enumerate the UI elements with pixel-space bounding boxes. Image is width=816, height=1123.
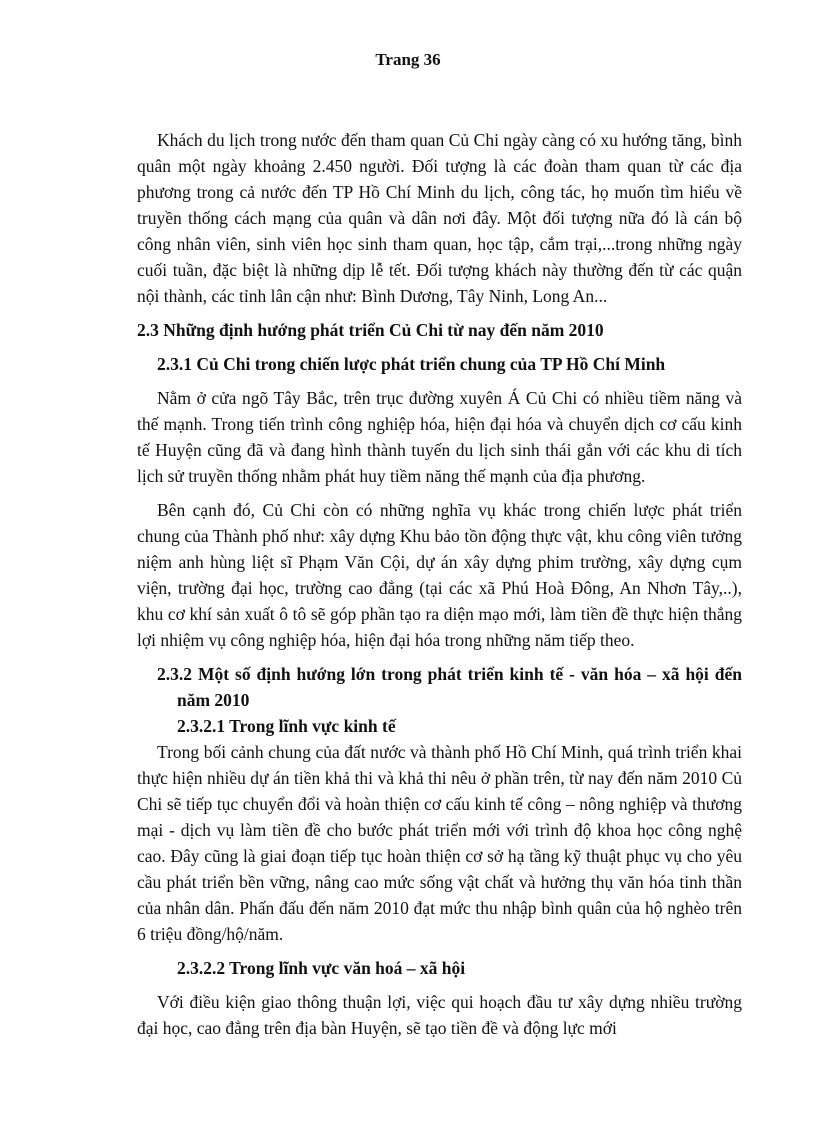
section-heading-2-3: 2.3 Những định hướng phát triển Củ Chi từ nay đến năm 2010: [137, 320, 604, 340]
paragraph-obligations: Bên cạnh đó, Củ Chi còn có những nghĩa vụ khác trong chiến lược phát triển chung của Thành phố như: xây dựng Khu bảo tồn động thực vật, khu công viên tưởng niệm anh hùng liệt sĩ Phạm Văn Cội, dự án xây dựng phim trường, xây dựng cụm viện, trường đại học, trường cao đẳng (tại các xã Phú Hoà Đông, An Nhơn Tây,..), khu cơ khí sản xuất ô tô sẽ góp phần tạo ra diện mạo mới, làm tiền đề thực hiện thắng lợi nhiệm vụ công nghiệp hóa, hiện đại hóa trong những năm tiếp theo.: [137, 500, 742, 650]
section-heading-2-3-2-1: 2.3.2.1 Trong lĩnh vực kinh tế: [177, 716, 396, 736]
section-heading-2-3-2-2: 2.3.2.2 Trong lĩnh vực văn hoá – xã hội: [177, 958, 466, 978]
paragraph-economy: Trong bối cảnh chung của đất nước và thành phố Hồ Chí Minh, quá trình triển khai thực hiện nhiều dự án tiền khả thi và khả thi nêu ở phần trên, từ nay đến năm 2010 Củ Chi sẽ tiếp tục chuyển đổi và hoàn thiện cơ cấu kinh tế công – nông nghiệp và thương mại - dịch vụ làm tiền đề cho bước phát triển mới với trình độ khoa học công nghệ cao. Đây cũng là giai đoạn tiếp tục hoàn thiện cơ sở hạ tầng kỹ thuật phục vụ cho yêu cầu phát triển bền vững, nâng cao mức sống vật chất và hưởng thụ văn hóa tinh thần của nhân dân. Phấn đấu đến năm 2010 đạt mức thu nhập bình quân của hộ nghèo trên 6 triệu đồng/hộ/năm.: [137, 742, 742, 944]
section-heading-2-3-1: 2.3.1 Củ Chi trong chiến lược phát triển chung của TP Hồ Chí Minh: [157, 354, 666, 374]
document-body: [137, 127, 742, 1041]
page-header: Trang 36: [375, 50, 441, 69]
paragraph-culture-society: Với điều kiện giao thông thuận lợi, việc qui hoạch đầu tư xây dựng nhiều trường đại học, cao đẳng trên địa bàn Huyện, sẽ tạo tiền đề và động lực mới: [137, 992, 742, 1038]
paragraph-tourists: Khách du lịch trong nước đến tham quan Củ Chi ngày càng có xu hướng tăng, bình quân một ngày khoảng 2.450 người. Đối tượng là các đoàn tham quan từ các địa phương trong cả nước đến TP Hồ Chí Minh du lịch, công tác, họ muốn tìm hiểu về truyền thống cách mạng của quân và dân nơi đây. Một đối tượng nữa đó là cán bộ công nhân viên, sinh viên học sinh tham quan, học tập, cắm trại,...trong những ngày cuối tuần, đặc biệt là những dịp lễ tết. Đối tượng khách này thường đến từ các quận nội thành, các tỉnh lân cận như: Bình Dương, Tây Ninh, Long An...: [137, 130, 742, 306]
paragraph-location: Nằm ở cửa ngõ Tây Bắc, trên trục đường xuyên Á Củ Chi có nhiều tiềm năng và thế mạnh. Trong tiến trình công nghiệp hóa, hiện đại hóa và chuyển dịch cơ cấu kinh tế Huyện cũng đã và đang hình thành tuyến du lịch sinh thái gắn với các khu di tích lịch sử truyền thống nhằm phát huy tiềm năng thế mạnh của địa phương.: [137, 388, 742, 486]
section-heading-2-3-2: 2.3.2 Một số định hướng lớn trong phát triển kinh tế - văn hóa – xã hội đến năm 2010: [157, 664, 742, 710]
